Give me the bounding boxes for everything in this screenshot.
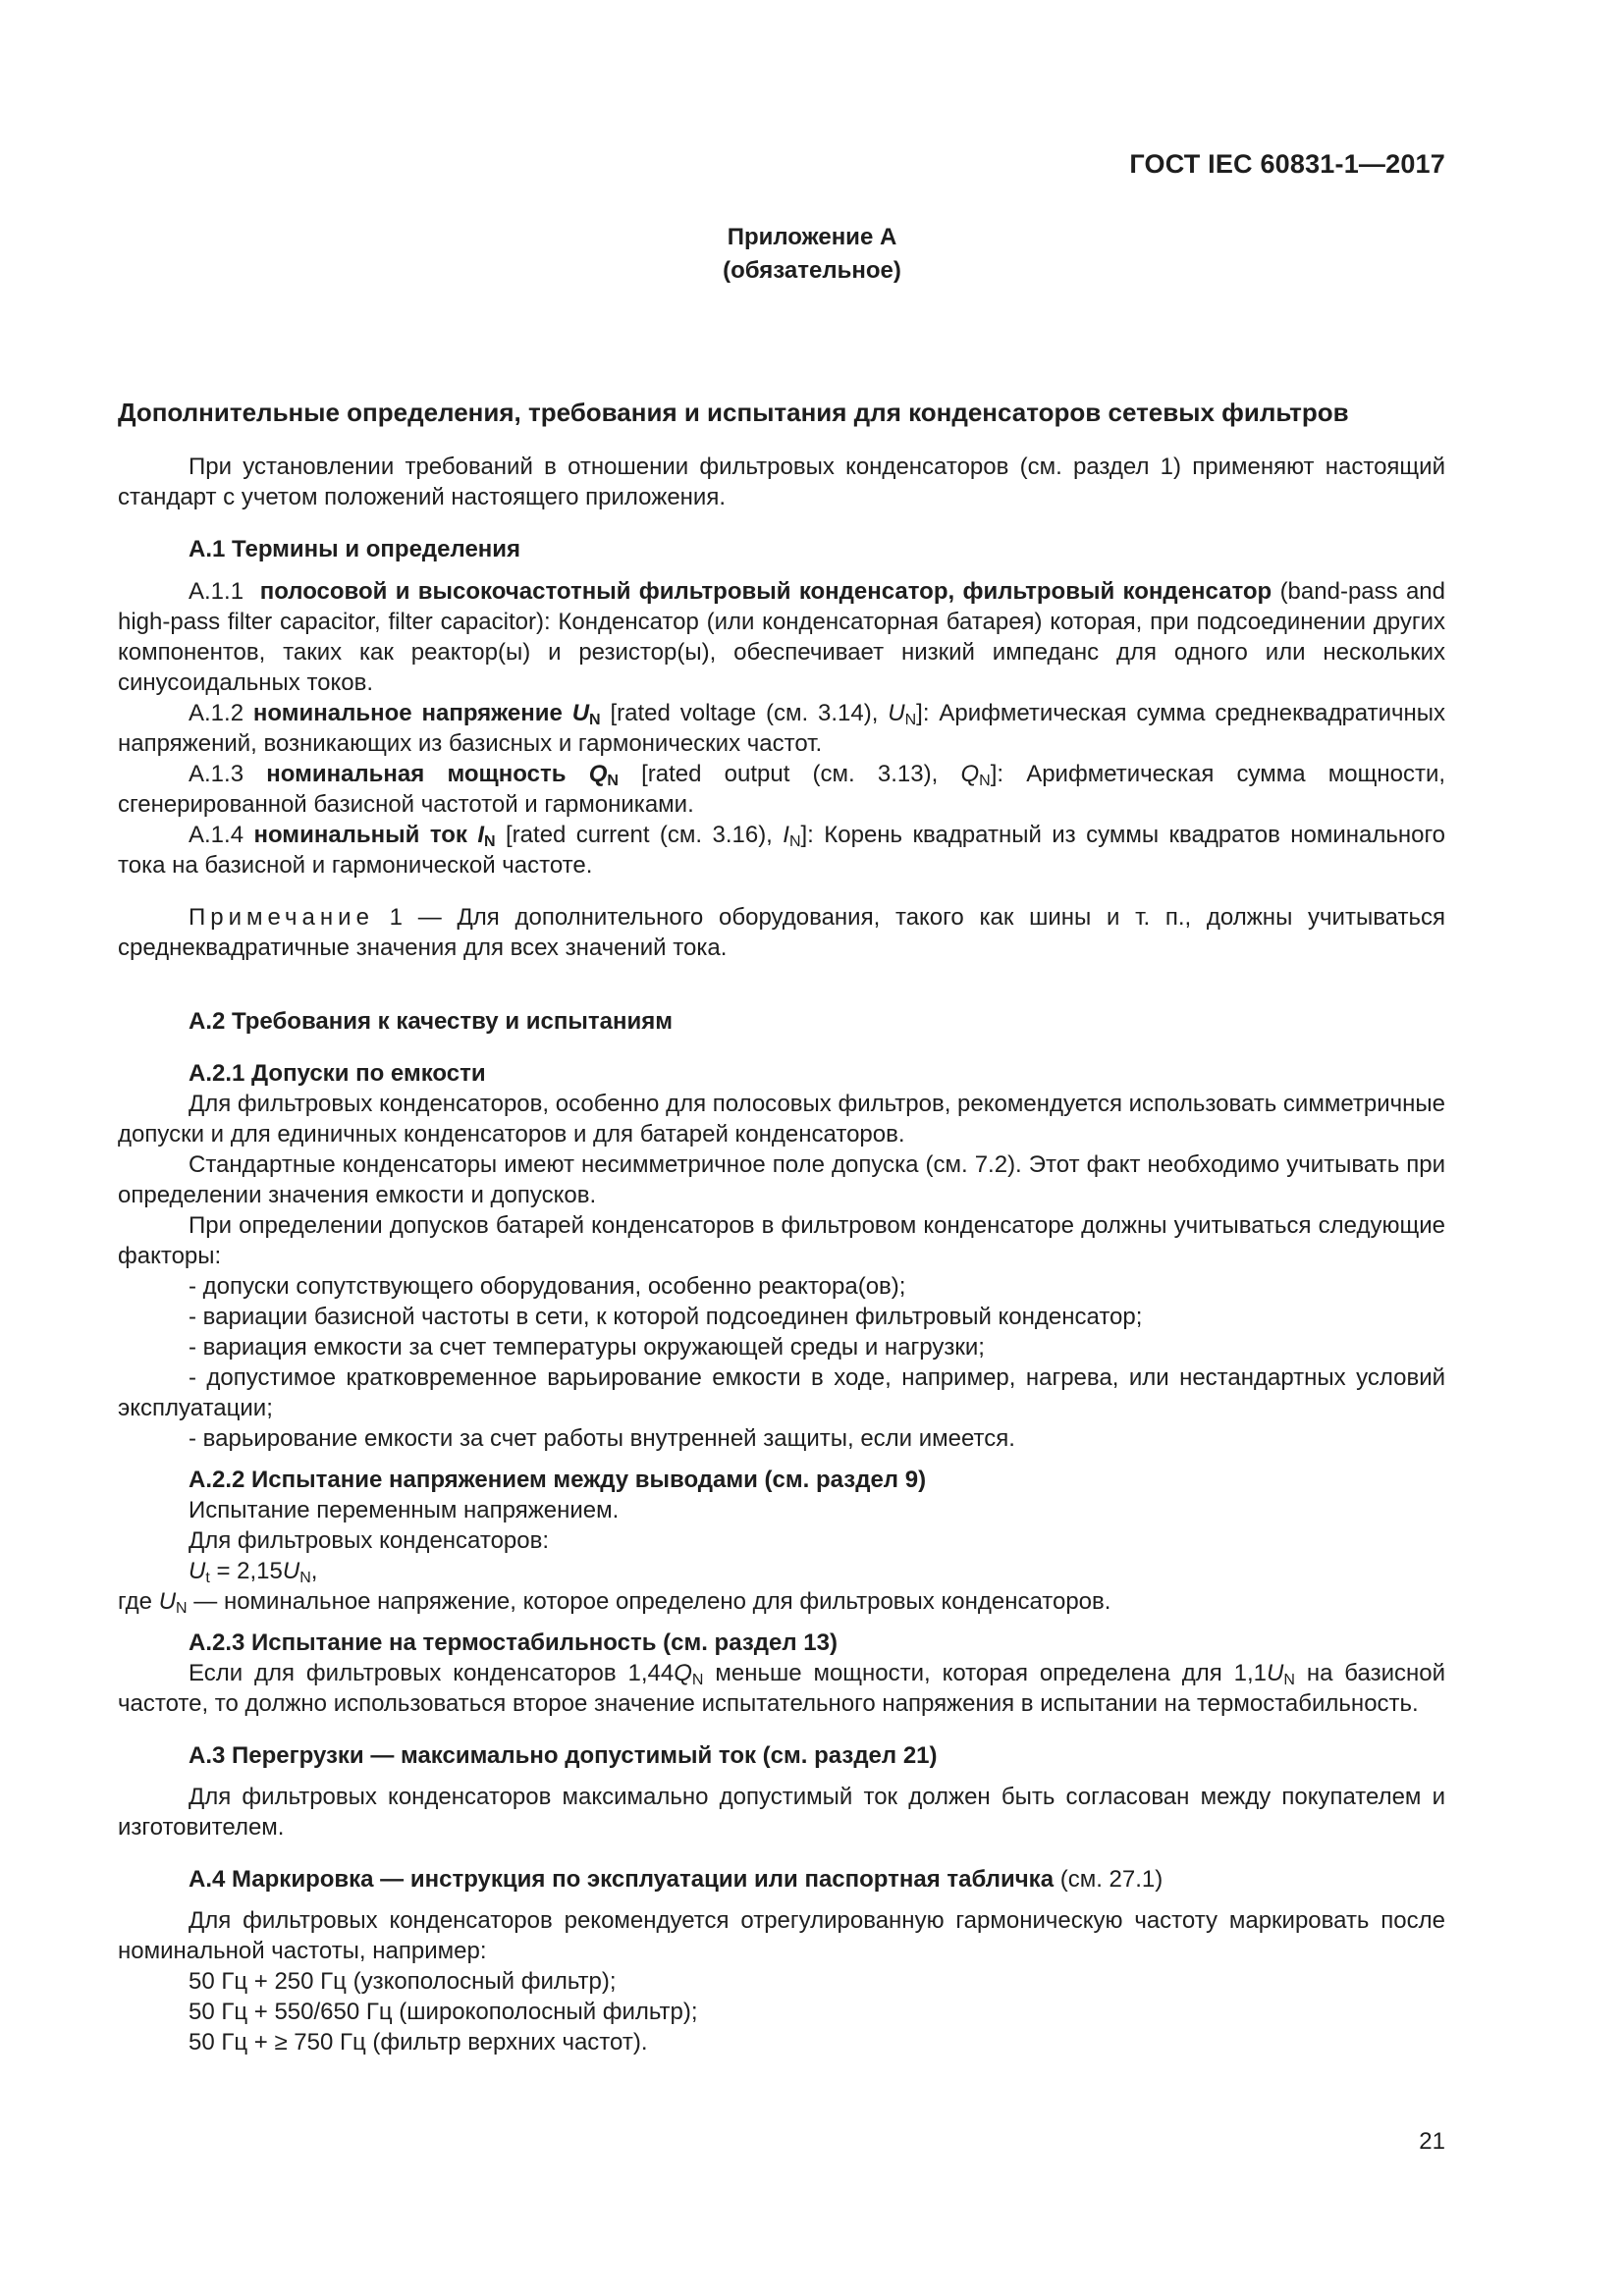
term-name: полосовой и высокочастотный фильтровый конденсатор, фильтровый конденсатор [259,578,1272,605]
annex-title: Дополнительные определения, требования и испытания для конденсаторов сетевых фильтров [118,398,1349,427]
term-number: А.1.2 [189,700,244,726]
annex-label: Приложение А [727,224,897,250]
marking-example: 50 Гц + 250 Гц (узкополосный фильтр); [189,1968,617,1995]
term-name: номинальное напряжение [252,700,563,726]
symbol: U [282,1558,300,1584]
term-reference: [rated output (см. 3.13), [641,761,939,787]
subscript: N [1283,1672,1295,1688]
symbol: I [477,822,485,848]
subscript: N [299,1570,311,1586]
standard-number: ГОСТ IEC 60831-1—2017 [1129,149,1445,179]
a2-2-paragraph-2: Для фильтровых конденсаторов: [189,1527,550,1554]
list-item: - вариации базисной частоты в сети, к которой подсоединен фильтровый конденсатор; [189,1304,1143,1330]
term-a1-4 [118,820,1445,881]
page-number: 21 [1419,2128,1445,2155]
intro-paragraph: При установлении требований в отношении фильтровых конденсаторов (см. раздел 1) применяют настоящий стандарт с учетом положений настоящего приложения. [118,454,1445,510]
symbol: Q [960,761,980,787]
subscript: N [607,773,619,789]
term-a1-1 [118,576,1445,698]
section-a4-heading [118,1864,1445,1895]
note-1 [118,902,1445,963]
term-name: номинальный ток [253,822,467,848]
term-definition: (band-pass and high-pass filter capacitor, filter capacitor): Конденсатор (или конденсаторная батарея) которая, при подсоединении других компонентов, таких как реактор(ы) и резистор(ы), обеспечивает низкий импеданс для одного или нескольких синусоидальных токов. [118,578,1446,696]
symbol: U [158,1588,177,1615]
section-a2-3-heading: А.2.3 Испытание на термостабильность (см. раздел 13) [189,1629,838,1656]
text-run: на базисной частоте, то должно использоваться второе значение испытательного напряжения в испытании на термостабильность. [118,1660,1445,1717]
term-a1-3 [118,759,1445,820]
term-reference: [rated current (см. 3.16), [506,822,773,848]
section-a2-1-heading: А.2.1 Допуски по емкости [189,1060,486,1087]
heading-text: А.4 Маркировка — инструкция по эксплуатации или паспортная табличка [189,1866,1055,1893]
section-a2-2-heading: А.2.2 Испытание напряжением между выводами (см. раздел 9) [189,1467,927,1493]
subscript: N [788,833,801,850]
term-number: А.1.3 [189,761,244,787]
term-a1-2 [118,698,1445,759]
list-item: - варьирование емкости за счет работы внутренней защиты, если имеется. [189,1425,1015,1452]
symbol: U [888,700,905,726]
a3-paragraph: Для фильтровых конденсаторов максимально допустимый ток должен быть согласован между покупателем и изготовителем. [118,1784,1445,1841]
term-definition: ]: Арифметическая сумма мощности, сгенерированной базисной частотой и гармониками. [118,761,1446,818]
note-text: 1 — Для дополнительного оборудования, такого как шины и т. п., должны учитываться среднеквадратичные значения для всех значений тока. [118,904,1445,961]
section-a1-heading: А.1 Термины и определения [189,536,521,562]
subscript: t [205,1570,210,1586]
term-number: А.1.4 [189,822,244,848]
subscript: N [589,712,601,728]
symbol: U [189,1558,206,1584]
subscript: N [484,833,496,850]
a2-2-paragraph-1: Испытание переменным напряжением. [189,1497,620,1523]
text-run: Если для фильтровых конденсаторов 1,44 [189,1660,675,1686]
marking-example: 50 Гц + ≥ 750 Гц (фильтр верхних частот). [189,2029,648,2056]
where-word: где [118,1588,153,1615]
a2-3-paragraph [118,1658,1445,1719]
subscript: N [904,712,917,728]
formula-value: = 2,15 [209,1558,283,1584]
marking-example: 50 Гц + 550/650 Гц (широкополосный фильтр); [189,1999,698,2025]
section-a3-heading: А.3 Перегрузки — максимально допустимый ток (см. раздел 21) [189,1742,938,1769]
symbol: Q [674,1660,692,1686]
term-reference: [rated voltage (см. 3.14), [610,700,879,726]
term-name: номинальная мощность [266,761,567,787]
a2-1-paragraph-3: При определении допусков батарей конденсаторов в фильтровом конденсаторе должны учитываться следующие факторы: [118,1212,1445,1269]
test-voltage-formula [118,1556,1445,1586]
term-definition: ]: Корень квадратный из суммы квадратов номинального тока на базисной и гармонической частоте. [118,822,1446,879]
subscript: N [691,1672,704,1688]
a4-paragraph: Для фильтровых конденсаторов рекомендуется отрегулированную гармоническую частоту маркировать после номинальной частоты, например: [118,1907,1445,1964]
list-item: - вариация емкости за счет температуры окружающей среды и нагрузки; [189,1334,985,1361]
formula-explanation [118,1586,1445,1617]
subscript: N [176,1600,188,1617]
term-definition: ]: Арифметическая сумма среднеквадратичных напряжений, возникающих из базисных и гармонических частот. [118,700,1446,757]
a2-1-paragraph-1: Для фильтровых конденсаторов, особенно для полосовых фильтров, рекомендуется использовать симметричные допуски и для единичных конденсаторов и для батарей конденсаторов. [118,1091,1445,1148]
heading-reference: (см. 27.1) [1054,1866,1164,1893]
annex-body [118,398,1445,2057]
explanation-text: — номинальное напряжение, которое определено для фильтровых конденсаторов. [187,1588,1111,1615]
formula-end: , [310,1558,318,1584]
symbol: U [1267,1660,1284,1686]
term-number: А.1.1 [189,578,244,605]
subscript: N [979,773,991,789]
symbol: I [783,822,789,848]
list-item: - допустимое кратковременное варьирование емкости в ходе, например, нагрева, или нестандартных условий эксплуатации; [118,1364,1445,1421]
a2-1-paragraph-2: Стандартные конденсаторы имеют несимметричное поле допуска (см. 7.2). Этот факт необходимо учитывать при определении значения емкости и допусков. [118,1151,1445,1208]
list-item: - допуски сопутствующего оборудования, особенно реактора(ов); [189,1273,906,1300]
symbol: U [571,700,590,726]
annex-type: (обязательное) [723,257,901,284]
section-a2-heading: А.2 Требования к качеству и испытаниям [189,1008,673,1035]
symbol: Q [588,761,608,787]
note-label: Примечание [189,904,374,931]
text-run: меньше мощности, которая определена для 1,1 [703,1660,1268,1686]
